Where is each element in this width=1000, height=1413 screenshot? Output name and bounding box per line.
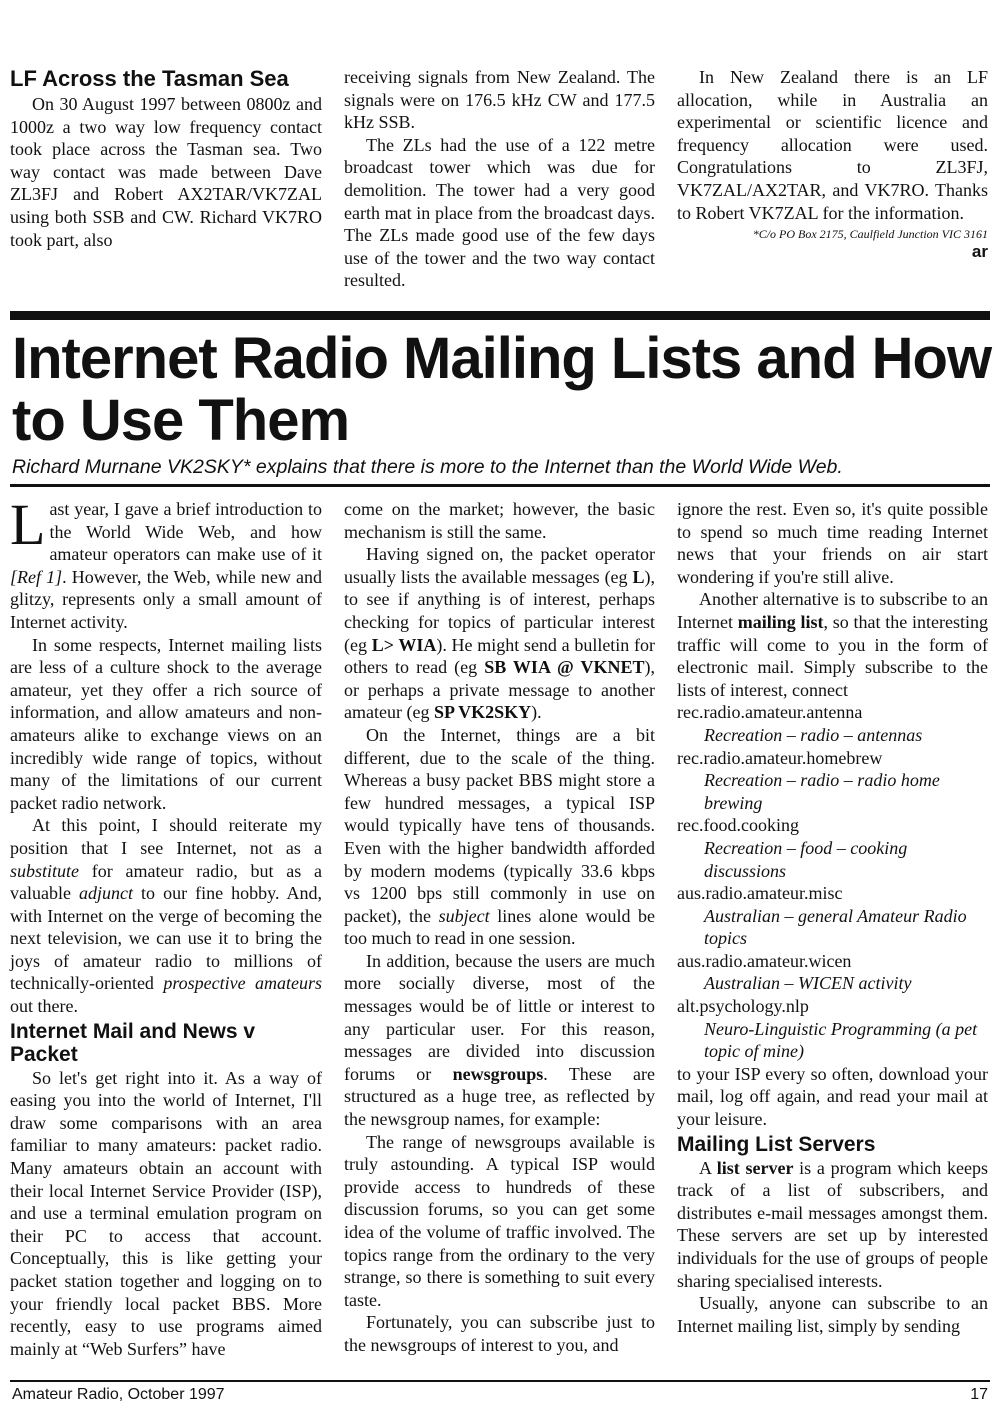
article-paragraph: A list server is a program which keeps track of a list of subscribers, and distributes e-mail messages amongst them. These servers are set up by interested individuals for the use of groups of people sharing specialised interests. — [677, 1157, 989, 1291]
article-paragraph: In some respects, Internet mailing lists are less of a culture shock to the average amateur, yet they offer a rich source of information, and allow amateurs and non-amateurs alike to exchange views on an incredibly wide range of topics, without many of the limitations of our current packet radio network. — [10, 634, 322, 813]
article-paragraph: Usually, anyone can subscribe to an Internet mailing list, simply by sending — [677, 1293, 988, 1336]
article-col-2 — [344, 498, 655, 1357]
article-paragraph: come on the market; however, the basic mechanism is still the same. — [344, 499, 655, 542]
article-paragraph: So let's get right into it. As a way of easing you into the world of Internet, I'll draw some comparisons with an area familiar to many amateurs: packet radio. Many amateurs obtain an account with their local Internet Service Provider (ISP), and use a terminal emulation program on their PC to access that account. Conceptually, this is like getting your packet station together and logging on to your friendly local packet BBS. More recently, easy to use programs aimed mainly at “Web Surfers” have — [10, 1067, 322, 1359]
subhead-mailing-list-servers: Mailing List Servers — [677, 1132, 876, 1156]
newsgroup-desc: Recreation – food – cooking discussions — [704, 837, 908, 881]
address-note: *C/o PO Box 2175, Caulfield Junction VIC 3161 — [752, 227, 988, 242]
page-number: 17 — [970, 1386, 988, 1403]
list-item — [677, 882, 988, 950]
article-paragraph: ignore the rest. Even so, it's quite possible to spend so much time reading Internet news that your friends on air start wondering if you're still alive. — [677, 499, 988, 587]
drop-cap: L — [10, 492, 46, 557]
list-item — [677, 701, 988, 746]
article-paragraph: Another alternative is to subscribe to an Internet mailing list, so that the interesting traffic will come to you in the form of electronic mail. Simply subscribe to the lists of interest, connect — [677, 589, 989, 700]
reference: [Ref 1] — [10, 566, 63, 587]
article-paragraph: Fortunately, you can subscribe just to the newsgroups of interest to you, and — [344, 1312, 655, 1355]
newsgroup-name: aus.radio.amateur.misc — [677, 883, 843, 904]
newsgroup-name: rec.radio.amateur.homebrew — [677, 747, 883, 768]
top-article-paragraph: In New Zealand there is an LF allocation, while in Australia an experimental or scientific licence and frequency allocation were used. Congratulations to ZL3FJ, VK7ZAL/AX2TAR, and VK7RO. Thanks to Robert VK7ZAL for the information. — [677, 67, 988, 223]
article-paragraph: to your ISP every so often, download your mail, log off again, and read your mail at your leisure. — [677, 1063, 988, 1130]
article-paragraph: The range of newsgroups available is truly astounding. A typical ISP would provide access to hundreds of these discussion forums, so you can get some idea of the volume of traffic involved. The topics range from the ordinary to the very strange, so there is something to suit every taste. — [344, 1131, 655, 1310]
list-item — [677, 950, 988, 995]
deck-rule — [10, 484, 990, 487]
footer-rule — [10, 1380, 990, 1382]
newsgroup-list — [677, 701, 988, 1063]
footer-publication: Amateur Radio, October 1997 — [12, 1386, 225, 1403]
article-paragraph: In addition, because the users are much more socially diverse, most of the messages would be of little or interest to any particular user. For this reason, messages are divided into discussion forums or newsgroups. These are structured as a huge tree, as reflected by the newsgroup names, for example: — [344, 950, 655, 1130]
list-item — [677, 814, 988, 882]
list-item — [677, 747, 988, 815]
newsgroup-name: alt.psychology.nlp — [677, 996, 809, 1017]
newsgroup-desc: Australian – general Amateur Radio topics — [704, 905, 967, 949]
subhead-internet-mail: Internet Mail and News v Packet — [10, 1019, 256, 1066]
newsgroup-desc: Recreation – radio – antennas — [704, 724, 923, 745]
top-article-heading: LF Across the Tasman Sea — [10, 66, 289, 91]
top-col-1 — [10, 66, 322, 251]
newsgroup-name: aus.radio.amateur.wicen — [677, 950, 852, 971]
top-article-paragraph: receiving signals from New Zealand. The signals were on 176.5 kHz CW and 177.5 kHz SSB. — [344, 67, 655, 133]
newsgroup-desc: Australian – WICEN activity — [704, 973, 912, 994]
top-article-paragraph: The ZLs had the use of a 122 metre broadcast tower which was due for demolition. The tower had a very good earth mat in place from the broadcast days. The ZLs made good use of the few days use of the tower and the two way contact resulted. — [344, 134, 655, 291]
article-paragraph: On the Internet, things are a bit different, due to the scale of the thing. Whereas a busy packet BBS might store a few hundred messages, a typical ISP would typically have tens of thousands. Even with the higher bandwidth afforded by modern modems (typically 33.6 kbps vs 1200 bps still commonly in use on packet), the subject lines alone would be too much to read in one session. — [344, 724, 656, 949]
newsgroup-name: rec.radio.amateur.antenna — [677, 702, 863, 723]
newsgroup-desc: Recreation – radio – radio home brewing — [704, 770, 940, 813]
list-item — [677, 995, 988, 1063]
top-col-3 — [677, 66, 988, 262]
article-paragraph: At this point, I should reiterate my position that I see Internet, not as a substitute for amateur radio, but as a valuable adjunct to our fine hobby. And, with Internet on the verge of becoming the next television, we can use it to bring the joys of amateur radio to millions of technically-oriented prospective amateurs out there. — [10, 815, 323, 1017]
top-article-paragraph: On 30 August 1997 between 0800z and 1000z a two way low frequency contact took place across the Tasman sea. Two way contact was made between Dave ZL3FJ and Robert AX2TAR/VK7ZAL using both SSB and CW. Richard VK7RO took part, also — [10, 94, 322, 250]
article-deck: Richard Murnane VK2SKY* explains that there is more to the Internet than the World Wide Web. — [12, 456, 843, 478]
newsgroup-name: rec.food.cooking — [677, 815, 799, 836]
article-title: Internet Radio Mailing Lists and How to Use Them — [12, 326, 992, 453]
article-col-3 — [677, 498, 988, 1337]
top-col-2 — [344, 66, 655, 292]
end-mark: ar — [971, 242, 988, 262]
section-separator — [10, 311, 990, 320]
article-col-1 — [10, 492, 323, 1360]
newsgroup-desc: Neuro-Linguistic Programming (a pet topic of mine) — [704, 1018, 978, 1062]
article-paragraph: Last year, I gave a brief introduction to the World Wide Web, and how amateur operators can make use of it [Ref 1]. However, the Web, while new and glitzy, represents only a small amount of Internet activity. — [10, 492, 323, 632]
article-paragraph: Having signed on, the packet operator usually lists the available messages (eg L), to see if anything is of interest, perhaps checking for topics of particular interest (eg L> WIA). He might send a bulletin for others to read (eg SB WIA @ VKNET), or perhaps a private message to another amateur (eg SP VK2SKY). — [344, 544, 656, 723]
